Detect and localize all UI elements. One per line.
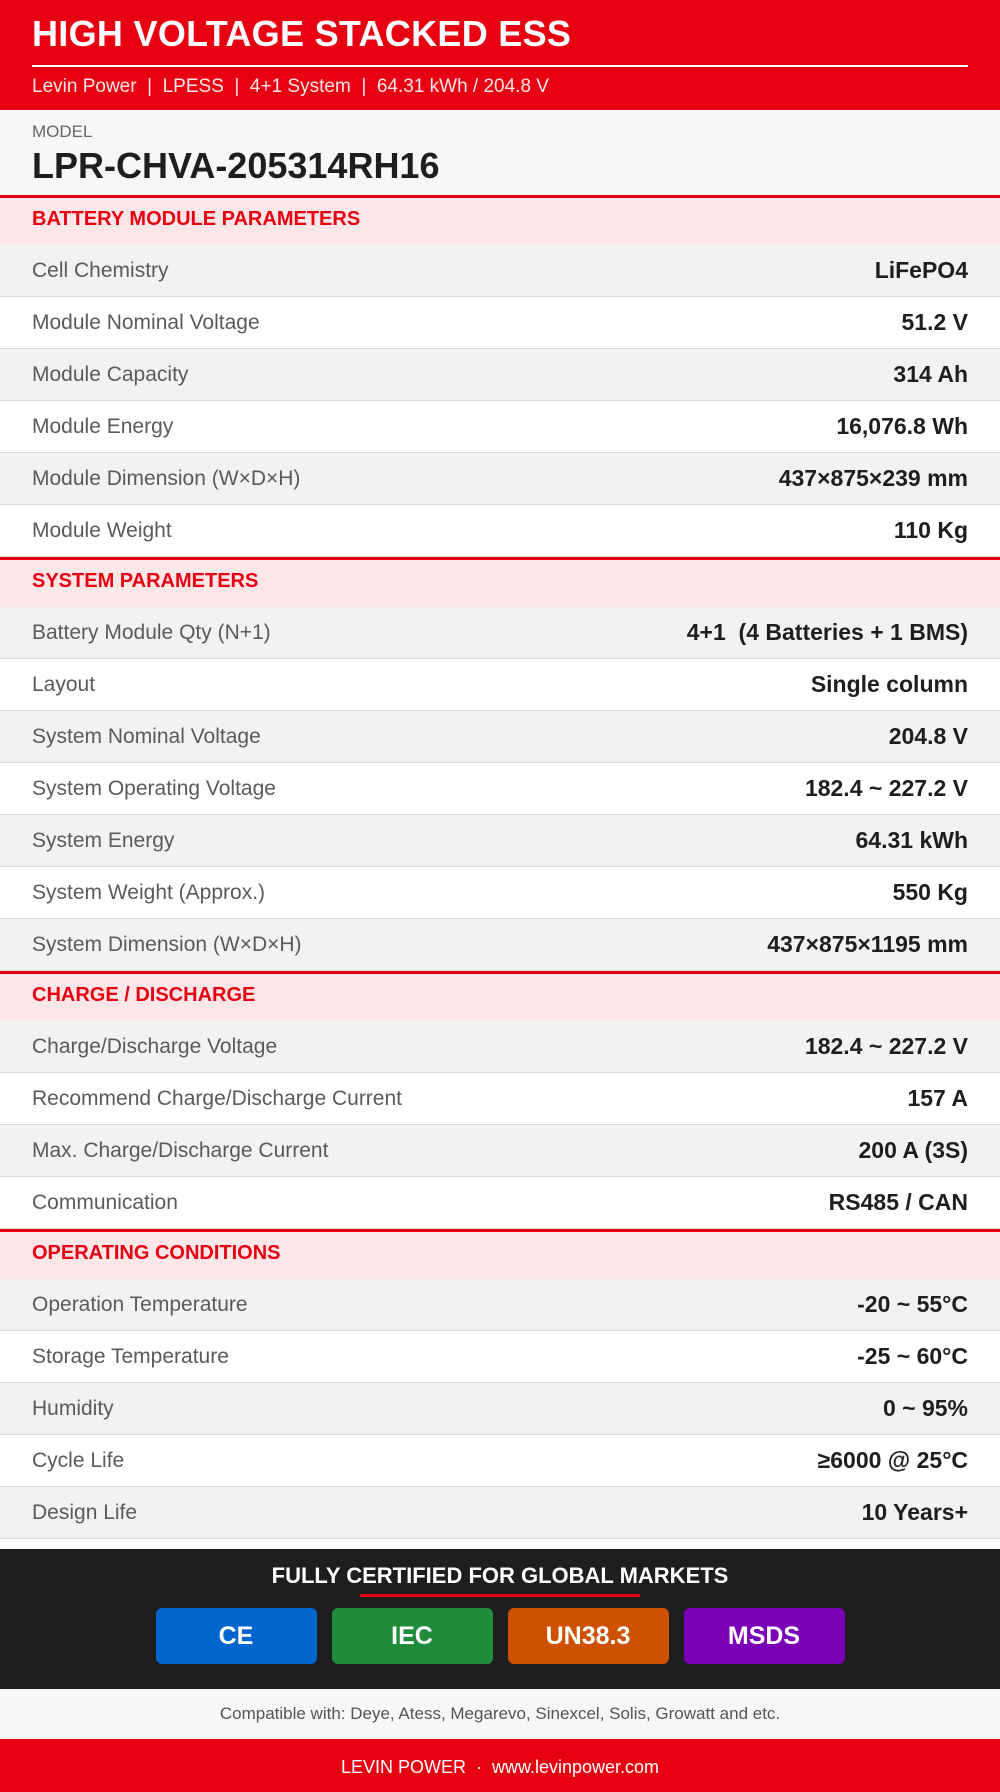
row-label: Battery Module Qty (N+1): [32, 620, 271, 644]
row-label: System Dimension (W×D×H): [32, 932, 302, 956]
row-label: Module Capacity: [32, 362, 189, 386]
iec-badge: IEC: [332, 1608, 493, 1664]
row-value: -20 ~ 55°C: [857, 1291, 968, 1317]
row-label: Max. Charge/Discharge Current: [32, 1138, 329, 1162]
section-system: [0, 560, 1000, 974]
row-value: 204.8 V: [888, 723, 968, 749]
table-row: [0, 1279, 1000, 1331]
table-row: [0, 815, 1000, 867]
page-subtitle: Levin Power | LPESS | 4+1 System | 64.31 kWh / 204.8 V: [32, 76, 549, 97]
row-label: Communication: [32, 1190, 178, 1214]
row-label: Design Life: [32, 1500, 138, 1524]
header-banner: [0, 0, 1000, 110]
section-title: OPERATING CONDITIONS: [0, 1232, 1000, 1279]
row-label: Cycle Life: [32, 1448, 125, 1472]
row-value: 200 A (3S): [858, 1137, 968, 1163]
table-row: [0, 1073, 1000, 1125]
certification-underline: [360, 1594, 640, 1597]
section-title: CHARGE / DISCHARGE: [0, 974, 1000, 1021]
section-operating-conditions: [0, 1232, 1000, 1539]
table-row: [0, 1383, 1000, 1435]
row-label: Storage Temperature: [32, 1344, 229, 1368]
row-value: -25 ~ 60°C: [857, 1343, 968, 1369]
table-row: [0, 1435, 1000, 1487]
row-label: Module Dimension (W×D×H): [32, 466, 301, 490]
row-value: LiFePO4: [874, 257, 968, 283]
table-row: [0, 505, 1000, 557]
row-value: 10 Years+: [861, 1499, 968, 1525]
certification-title: FULLY CERTIFIED FOR GLOBAL MARKETS: [271, 1563, 729, 1588]
section-charge-discharge: [0, 974, 1000, 1232]
row-label: Module Weight: [32, 518, 172, 542]
table-row: [0, 349, 1000, 401]
row-value: ≥6000 @ 25°C: [817, 1447, 968, 1473]
row-value: RS485 / CAN: [828, 1189, 968, 1215]
row-value: 550 Kg: [892, 879, 968, 905]
table-row: [0, 1021, 1000, 1073]
section-title: SYSTEM PARAMETERS: [0, 560, 1000, 607]
ce-badge: CE: [156, 1608, 317, 1664]
table-row: [0, 297, 1000, 349]
msds-badge: MSDS: [684, 1608, 845, 1664]
row-value: 437×875×1195 mm: [767, 931, 968, 957]
row-label: Recommend Charge/Discharge Current: [32, 1086, 402, 1110]
row-value: 64.31 kWh: [855, 827, 968, 853]
row-label: Layout: [32, 672, 96, 696]
table-row: [0, 401, 1000, 453]
un383-badge: UN38.3: [508, 1608, 669, 1664]
section-battery-module: [0, 198, 1000, 560]
header-divider: [32, 65, 968, 67]
row-label: System Weight (Approx.): [32, 880, 266, 904]
section-title: BATTERY MODULE PARAMETERS: [0, 198, 1000, 245]
compatibility-note: Compatible with: Deye, Atess, Megarevo, Sinexcel, Solis, Growatt and etc.: [0, 1689, 1000, 1739]
row-value: 0 ~ 95%: [882, 1395, 968, 1421]
row-label: Module Energy: [32, 414, 174, 438]
table-row: [0, 867, 1000, 919]
row-label: Module Nominal Voltage: [32, 310, 260, 334]
certification-band: [0, 1549, 1000, 1689]
table-row: [0, 1177, 1000, 1229]
row-label: System Energy: [32, 828, 175, 852]
table-row: [0, 1487, 1000, 1539]
certification-badges: [0, 1608, 1000, 1664]
row-label: System Operating Voltage: [32, 776, 276, 800]
row-label: Humidity: [32, 1396, 114, 1420]
row-value: 157 A: [907, 1085, 968, 1111]
row-label: Charge/Discharge Voltage: [32, 1034, 278, 1058]
table-row: [0, 1331, 1000, 1383]
spacer: [0, 1539, 1000, 1549]
row-label: Operation Temperature: [32, 1292, 248, 1316]
model-label: MODEL: [32, 122, 93, 141]
table-row: [0, 245, 1000, 297]
row-value: 182.4 ~ 227.2 V: [804, 775, 968, 801]
row-label: Cell Chemistry: [32, 258, 169, 282]
table-row: [0, 763, 1000, 815]
row-value: 314 Ah: [893, 361, 968, 387]
row-value: 437×875×239 mm: [778, 465, 968, 491]
table-row: [0, 1125, 1000, 1177]
row-value: Single column: [810, 671, 968, 697]
row-value: 16,076.8 Wh: [836, 413, 968, 439]
page-title: HIGH VOLTAGE STACKED ESS: [32, 13, 572, 54]
row-value: 51.2 V: [901, 309, 968, 335]
table-row: [0, 607, 1000, 659]
row-value: 4+1 (4 Batteries + 1 BMS): [686, 619, 968, 645]
table-row: [0, 453, 1000, 505]
model-block: [0, 110, 1000, 198]
row-value: 110 Kg: [893, 517, 968, 543]
row-value: 182.4 ~ 227.2 V: [804, 1033, 968, 1059]
model-number: LPR-CHVA-205314RH16: [32, 145, 440, 186]
table-row: [0, 711, 1000, 763]
row-label: System Nominal Voltage: [32, 724, 261, 748]
table-row: [0, 659, 1000, 711]
table-row: [0, 919, 1000, 971]
footer-bar: LEVIN POWER · www.levinpower.com: [0, 1739, 1000, 1792]
